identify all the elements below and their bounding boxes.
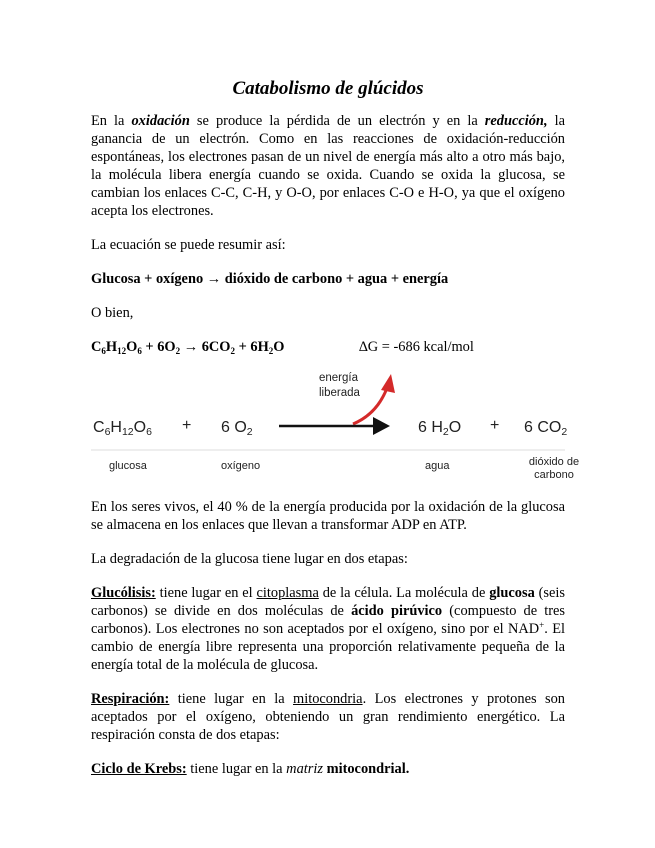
document-page [91, 78, 580, 778]
term-acido-piruvico: ácido pirúvico [351, 603, 443, 619]
word-equation: Glucosa + oxígeno → dióxido de carbono + agua + energía [91, 271, 449, 287]
oxygen-formula [221, 419, 253, 438]
subscript: 2 [561, 426, 568, 438]
delta-g: ∆G = -686 kcal/mol [359, 339, 474, 355]
text: O [133, 419, 147, 436]
text: En la [91, 113, 132, 129]
term-matriz: matriz [286, 761, 323, 777]
text: tiene lugar en la [169, 691, 294, 707]
subscript: 2 [442, 426, 449, 438]
reaction-diagram [91, 366, 580, 484]
reaction-arrow-head [373, 417, 390, 435]
text: tiene lugar en la [186, 761, 287, 777]
heading-glucolisis: Glucólisis: [91, 585, 156, 601]
text: de la célula. La molécula de [318, 585, 490, 601]
text: se produce la pérdida de un electrón y en la [189, 113, 485, 129]
paragraph-oxidation [91, 112, 565, 220]
paragraph-atp: En los seres vivos, el 40 % de la energía producida por la oxidación de la glucosa se almacena en los enlaces que llevan a transformar ADP en ATP. [91, 499, 565, 533]
formula [91, 339, 284, 355]
label-glucose: glucosa [109, 460, 147, 472]
text: → 6CO [180, 339, 231, 355]
text: + 6O [141, 339, 176, 355]
glucose-formula [93, 419, 152, 438]
text: H [105, 339, 118, 355]
subscript: 6 [137, 346, 142, 356]
text: la ganancia de un electrón. Como en las reacciones de oxidación-reducción espontáneas, los electrones pasan de un nivel de energía más alto a otro más bajo, la molécula libera energía cuando se oxida. Cuando se oxida la glucosa, se cambian los enlaces C-C, C-H, y O-O, por enlaces C-O e H-O, ya que el oxígeno acepta los electrones. [91, 113, 565, 219]
subscript: 6 [104, 426, 111, 438]
water-formula [418, 419, 461, 438]
text: + 6H [234, 339, 269, 355]
text: H [110, 419, 122, 436]
label-co2-line2: carbono [534, 469, 574, 481]
text: 6 O [221, 419, 247, 436]
subscript: 2 [175, 346, 181, 356]
paragraph-glycolysis [91, 584, 565, 674]
text: . El cambio de energía libre representa una proporción relativamente pequeña de la energía total de la molécula de glucosa. [91, 621, 565, 673]
term-oxidacion: oxidación [131, 113, 190, 129]
text: . Los electrones y protones son aceptados por el oxígeno, obteniendo un gran rendimiento energético. La respiración consta de dos etapas: [91, 691, 565, 743]
subscript: 2 [268, 346, 274, 356]
term-glucosa: glucosa [489, 585, 535, 601]
paragraph-krebs [91, 760, 565, 778]
text: (seis carbonos) se divide en dos moléculas de [91, 585, 565, 619]
text: tiene lugar en el [155, 585, 257, 601]
text: O [448, 419, 462, 436]
label-water: agua [425, 460, 450, 472]
reaction-diagram-svg [91, 366, 580, 484]
heading-ciclo-krebs: Ciclo de Krebs: [91, 761, 187, 777]
text: 6 CO [524, 419, 562, 436]
text: (compuesto de tres carbonos). Los electrones no son aceptados por el oxígeno, sino por el NAD [91, 603, 566, 637]
heading-respiracion: Respiración: [91, 691, 170, 707]
superscript: + [539, 620, 545, 630]
energy-arrow-head [381, 374, 395, 393]
paragraph-or: O bien, [91, 305, 134, 321]
term-mitocondria: mitocondria [293, 691, 363, 707]
chemical-equation [91, 338, 565, 356]
text: O [126, 339, 138, 355]
term-mitocondrial: mitocondrial. [326, 761, 410, 777]
text: O [273, 339, 285, 355]
paragraph-respiration [91, 690, 565, 744]
subscript: 6 [101, 346, 106, 356]
text: 6 H [418, 419, 443, 436]
subscript: 12 [121, 426, 134, 438]
subscript: 6 [146, 426, 152, 438]
subscript: 12 [117, 346, 127, 356]
subscript: 2 [230, 346, 235, 356]
text: C [93, 419, 105, 436]
page-title: Catabolismo de glúcidos [232, 78, 424, 99]
plus-sign-left: + [182, 417, 192, 434]
text: C [91, 339, 102, 355]
paragraph-summary: La ecuación se puede resumir así: [91, 237, 286, 253]
label-oxygen: oxígeno [221, 460, 261, 472]
energy-label-line1: energía [319, 372, 359, 384]
label-co2-line1: dióxido de [528, 456, 580, 468]
plus-sign-right: + [490, 417, 500, 434]
term-reduccion: reducción, [484, 113, 548, 129]
energy-label-line2: liberada [319, 387, 360, 399]
co2-formula [524, 419, 567, 438]
subscript: 2 [246, 426, 253, 438]
term-citoplasma: citoplasma [256, 585, 319, 601]
paragraph-stages: La degradación de la glucosa tiene lugar en dos etapas: [91, 551, 408, 567]
